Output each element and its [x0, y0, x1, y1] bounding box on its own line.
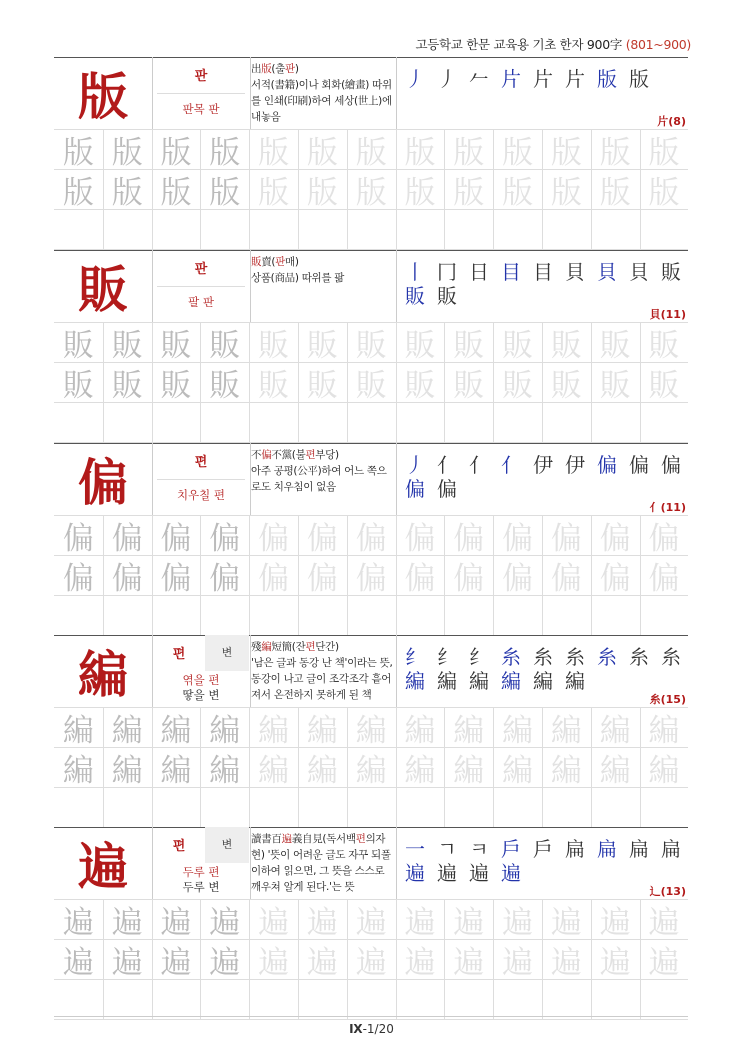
- trace-cell[interactable]: 偏: [258, 560, 290, 597]
- trace-cell[interactable]: 編: [62, 712, 94, 749]
- stroke-step: 遍: [405, 861, 425, 885]
- trace-cell[interactable]: 偏: [258, 520, 290, 557]
- stroke-step: 糸: [597, 645, 617, 669]
- stroke-step: 纟: [437, 645, 457, 669]
- trace-cell[interactable]: 偏: [648, 520, 680, 557]
- plain-text: 의자현) '뜻이 어려운 글도 자꾸 되풀이하여 읽으면, 그 뜻을 스스로 깨우쳐 알게 된다.'는 뜻: [251, 833, 391, 893]
- trace-cell[interactable]: 編: [258, 712, 290, 749]
- alternate-sound: 변: [205, 827, 249, 863]
- char-block: [54, 57, 688, 249]
- radical-stroke-count: 片(8): [657, 115, 686, 128]
- stroke-step: 編: [565, 669, 585, 693]
- trace-cell[interactable]: 遍: [160, 944, 192, 981]
- trace-cell[interactable]: 偏: [62, 520, 94, 557]
- highlight-text: 偏: [261, 449, 272, 461]
- stroke-step: 亻: [501, 453, 521, 477]
- usage-example: [251, 447, 394, 495]
- stroke-step: 扁: [629, 837, 649, 861]
- trace-cell[interactable]: 遍: [599, 944, 631, 981]
- header-title: 고등학교 한문 교육용 기초 한자 900字: [415, 37, 623, 52]
- stroke-step: 遍: [437, 861, 457, 885]
- trace-cell[interactable]: 編: [160, 712, 192, 749]
- practice-grid: [54, 515, 688, 635]
- radical-stroke-count: 亻(11): [649, 501, 686, 514]
- meaning-line: 땋을 변: [182, 688, 220, 702]
- trace-cell[interactable]: 遍: [404, 944, 436, 981]
- trace-cell[interactable]: 編: [355, 752, 387, 789]
- meaning-line: 엮을 편: [182, 673, 220, 687]
- stroke-step: 一: [405, 837, 425, 861]
- meaning-text: [153, 101, 249, 117]
- stroke-row: [399, 280, 688, 309]
- sound-reading: 편: [172, 839, 186, 854]
- stroke-step: 偏: [629, 453, 649, 477]
- practice-grid: [54, 322, 688, 442]
- footer-section: Ⅸ: [349, 1022, 363, 1036]
- highlight-text: 편: [305, 641, 316, 653]
- highlight-text: 編: [261, 641, 272, 653]
- page-footer: [0, 1022, 743, 1036]
- trace-cell[interactable]: 販: [648, 327, 680, 364]
- trace-cell[interactable]: 偏: [209, 560, 241, 597]
- trace-cell[interactable]: 版: [355, 174, 387, 211]
- main-character: 販: [78, 260, 128, 319]
- trace-cell[interactable]: 偏: [209, 520, 241, 557]
- stroke-order: [399, 57, 688, 129]
- practice-grid: [54, 129, 688, 249]
- column-divider: [396, 635, 397, 707]
- stroke-step: 編: [501, 669, 521, 693]
- trace-cell[interactable]: 遍: [648, 944, 680, 981]
- meaning-text: [153, 487, 249, 503]
- radical-stroke-count: 糸(15): [649, 693, 686, 706]
- trace-cell[interactable]: 販: [355, 367, 387, 404]
- trace-cell[interactable]: 編: [502, 752, 534, 789]
- stroke-step: 丨: [405, 260, 425, 284]
- plain-text: 매): [285, 256, 299, 268]
- grid-row-line: [54, 1019, 688, 1020]
- stroke-step: 伊: [565, 453, 585, 477]
- stroke-step: 丿: [405, 453, 425, 477]
- trace-cell[interactable]: 版: [111, 134, 143, 171]
- trace-cell[interactable]: 販: [502, 327, 534, 364]
- highlight-text: 販: [251, 256, 262, 268]
- trace-cell[interactable]: 販: [599, 367, 631, 404]
- highlight-text: 판: [275, 256, 286, 268]
- highlight-text: 遍: [281, 833, 292, 845]
- trace-cell[interactable]: 遍: [502, 944, 534, 981]
- trace-cell[interactable]: 偏: [111, 560, 143, 597]
- main-character: 編: [78, 645, 128, 704]
- trace-cell[interactable]: 販: [209, 327, 241, 364]
- stroke-step: 糸: [629, 645, 649, 669]
- stroke-step: 販: [405, 284, 425, 308]
- trace-cell[interactable]: 編: [502, 712, 534, 749]
- trace-cell[interactable]: 版: [453, 174, 485, 211]
- main-character: 遍: [78, 837, 128, 896]
- pronunciation-box: [153, 250, 249, 322]
- stroke-row: [399, 665, 688, 694]
- stroke-step: 日: [469, 260, 489, 284]
- header-range: (801~900): [625, 37, 691, 52]
- sound-reading: 판: [194, 69, 208, 84]
- trace-cell[interactable]: 販: [209, 367, 241, 404]
- char-block: [54, 827, 688, 1019]
- trace-cell[interactable]: 版: [258, 134, 290, 171]
- plain-text: '남은 글과 동강 난 책'이라는 뜻, 동강이 나고 글이 조각조각 흩어져서 온전하지 못하게 된 책: [251, 657, 393, 701]
- stroke-step: 冂: [437, 260, 457, 284]
- plain-text: 短簡(잔: [271, 641, 306, 653]
- trace-cell[interactable]: 遍: [550, 944, 582, 981]
- trace-cell[interactable]: 遍: [648, 904, 680, 941]
- plain-text: 不黨(불: [271, 449, 306, 461]
- trace-cell[interactable]: 偏: [404, 560, 436, 597]
- stroke-step: 販: [661, 260, 681, 284]
- column-divider: [396, 827, 397, 899]
- trace-cell[interactable]: 販: [62, 367, 94, 404]
- trace-cell[interactable]: 編: [209, 752, 241, 789]
- stroke-step: 扁: [661, 837, 681, 861]
- trace-cell[interactable]: 版: [355, 134, 387, 171]
- trace-cell[interactable]: 編: [62, 752, 94, 789]
- plain-text: 出: [251, 63, 262, 75]
- trace-cell[interactable]: 遍: [453, 944, 485, 981]
- trace-cell[interactable]: 偏: [453, 520, 485, 557]
- stroke-step: 扁: [565, 837, 585, 861]
- char-block: [54, 635, 688, 827]
- trace-cell[interactable]: 販: [258, 327, 290, 364]
- trace-cell[interactable]: 版: [258, 174, 290, 211]
- sound-reading: 편: [172, 647, 186, 662]
- trace-cell[interactable]: 遍: [453, 904, 485, 941]
- highlight-text: 版: [261, 63, 272, 75]
- alternate-sound: 변: [205, 635, 249, 671]
- plain-text: 殘: [251, 641, 262, 653]
- trace-cell[interactable]: 版: [62, 134, 94, 171]
- usage-example: [251, 831, 394, 895]
- trace-cell[interactable]: 編: [111, 712, 143, 749]
- plain-text: 賣(: [261, 256, 276, 268]
- column-divider: [396, 443, 397, 515]
- plain-text: 아주 공평(公平)하여 어느 쪽으로도 치우침이 없음: [251, 465, 387, 493]
- trace-cell[interactable]: 販: [306, 367, 338, 404]
- trace-cell[interactable]: 版: [502, 174, 534, 211]
- stroke-step: 片: [565, 67, 585, 91]
- trace-cell[interactable]: 編: [453, 752, 485, 789]
- meaning-text: [153, 294, 249, 310]
- trace-cell[interactable]: 販: [62, 327, 94, 364]
- trace-cell[interactable]: 版: [404, 134, 436, 171]
- stroke-step: 戶: [501, 837, 521, 861]
- trace-cell[interactable]: 版: [599, 174, 631, 211]
- trace-cell[interactable]: 販: [306, 327, 338, 364]
- trace-cell[interactable]: 偏: [355, 560, 387, 597]
- stroke-step: 遍: [469, 861, 489, 885]
- plain-text: 不: [251, 449, 262, 461]
- plain-text: 義自見(독서백: [291, 833, 356, 845]
- stroke-step: 目: [533, 260, 553, 284]
- trace-cell[interactable]: 販: [160, 367, 192, 404]
- trace-cell[interactable]: 編: [453, 712, 485, 749]
- trace-cell[interactable]: 偏: [62, 560, 94, 597]
- stroke-step: 貝: [565, 260, 585, 284]
- trace-cell[interactable]: 偏: [111, 520, 143, 557]
- trace-cell[interactable]: 編: [599, 752, 631, 789]
- trace-cell[interactable]: 遍: [550, 904, 582, 941]
- trace-cell[interactable]: 版: [550, 174, 582, 211]
- stroke-order: [399, 250, 688, 322]
- trace-cell[interactable]: 遍: [62, 904, 94, 941]
- pronunciation-divider: [157, 93, 245, 94]
- trace-cell[interactable]: 遍: [111, 944, 143, 981]
- trace-cell[interactable]: 偏: [550, 560, 582, 597]
- sound-reading: 판: [194, 262, 208, 277]
- stroke-step: 版: [629, 67, 649, 91]
- stroke-step: 纟: [405, 645, 425, 669]
- trace-cell[interactable]: 販: [258, 367, 290, 404]
- trace-cell[interactable]: 版: [502, 134, 534, 171]
- trace-cell[interactable]: 版: [306, 134, 338, 171]
- trace-cell[interactable]: 販: [160, 327, 192, 364]
- stroke-step: 貝: [597, 260, 617, 284]
- trace-cell[interactable]: 偏: [160, 560, 192, 597]
- stroke-step: 𠂉: [469, 67, 489, 91]
- trace-cell[interactable]: 遍: [160, 904, 192, 941]
- trace-cell[interactable]: 偏: [550, 520, 582, 557]
- trace-cell[interactable]: 販: [404, 327, 436, 364]
- trace-cell[interactable]: 編: [258, 752, 290, 789]
- column-divider: [396, 250, 397, 322]
- trace-cell[interactable]: 編: [648, 752, 680, 789]
- trace-cell[interactable]: 販: [502, 367, 534, 404]
- meaning-text: [153, 865, 249, 895]
- trace-cell[interactable]: 偏: [306, 520, 338, 557]
- trace-cell[interactable]: 偏: [502, 520, 534, 557]
- trace-cell[interactable]: 販: [550, 367, 582, 404]
- stroke-step: 編: [405, 669, 425, 693]
- stroke-step: 亻: [437, 453, 457, 477]
- trace-cell[interactable]: 偏: [306, 560, 338, 597]
- trace-cell[interactable]: 編: [550, 712, 582, 749]
- trace-cell[interactable]: 販: [453, 327, 485, 364]
- trace-cell[interactable]: 版: [550, 134, 582, 171]
- stroke-step: 糸: [501, 645, 521, 669]
- trace-cell[interactable]: 販: [648, 367, 680, 404]
- trace-cell[interactable]: 編: [209, 712, 241, 749]
- column-divider: [396, 57, 397, 129]
- plain-text: (출: [271, 63, 286, 75]
- stroke-step: 片: [533, 67, 553, 91]
- trace-cell[interactable]: 販: [111, 327, 143, 364]
- trace-cell[interactable]: 版: [453, 134, 485, 171]
- stroke-step: 丿: [437, 67, 457, 91]
- trace-cell[interactable]: 編: [355, 712, 387, 749]
- meaning-line: 판목 판: [182, 102, 220, 116]
- trace-cell[interactable]: 版: [599, 134, 631, 171]
- pronunciation-box: [153, 635, 249, 707]
- plain-text: ): [294, 63, 299, 75]
- stroke-step: 販: [437, 284, 457, 308]
- trace-cell[interactable]: 版: [209, 134, 241, 171]
- radical-stroke-count: 貝(11): [649, 308, 686, 321]
- trace-cell[interactable]: 版: [62, 174, 94, 211]
- trace-cell[interactable]: 販: [111, 367, 143, 404]
- stroke-step: ㅋ: [469, 837, 489, 861]
- trace-cell[interactable]: 遍: [306, 904, 338, 941]
- usage-example: [251, 61, 394, 125]
- stroke-step: 扁: [597, 837, 617, 861]
- trace-cell[interactable]: 販: [599, 327, 631, 364]
- trace-cell[interactable]: 編: [111, 752, 143, 789]
- stroke-step: 纟: [469, 645, 489, 669]
- radical-stroke-count: 辶(13): [649, 885, 686, 898]
- footer-rule: [54, 1016, 688, 1017]
- plain-text: 서적(書籍)이나 회화(繪畫) 따위를 인쇄(印刷)하여 세상(世上)에 내놓음: [251, 79, 392, 123]
- highlight-text: 편: [355, 833, 366, 845]
- trace-cell[interactable]: 版: [404, 174, 436, 211]
- trace-cell[interactable]: 遍: [355, 904, 387, 941]
- sound-reading: 편: [194, 455, 208, 470]
- trace-cell[interactable]: 遍: [502, 904, 534, 941]
- footer-page: -1/20: [362, 1022, 394, 1036]
- stroke-step: 版: [597, 67, 617, 91]
- meaning-line: 팔 판: [188, 295, 214, 309]
- stroke-step: 丿: [405, 67, 425, 91]
- practice-grid: [54, 707, 688, 827]
- stroke-step: 戶: [533, 837, 553, 861]
- main-character: 版: [78, 67, 128, 126]
- stroke-step: 遍: [501, 861, 521, 885]
- trace-cell[interactable]: 遍: [111, 904, 143, 941]
- trace-cell[interactable]: 版: [209, 174, 241, 211]
- trace-cell[interactable]: 偏: [160, 520, 192, 557]
- stroke-step: 糸: [565, 645, 585, 669]
- stroke-step: 糸: [533, 645, 553, 669]
- stroke-step: 偏: [661, 453, 681, 477]
- plain-text: 讀書百: [251, 833, 282, 845]
- stroke-step: 編: [533, 669, 553, 693]
- stroke-step: ㄱ: [437, 837, 457, 861]
- plain-text: 상품(商品) 따위를 팖: [251, 272, 345, 284]
- pronunciation-box: [153, 827, 249, 899]
- trace-cell[interactable]: 偏: [648, 560, 680, 597]
- trace-cell[interactable]: 編: [599, 712, 631, 749]
- pronunciation-box: [153, 57, 249, 129]
- char-block: [54, 443, 688, 635]
- trace-cell[interactable]: 編: [306, 712, 338, 749]
- trace-cell[interactable]: 偏: [453, 560, 485, 597]
- stroke-step: 偏: [437, 477, 457, 501]
- meaning-line: 두루 변: [182, 880, 220, 894]
- trace-cell[interactable]: 編: [648, 712, 680, 749]
- trace-cell[interactable]: 偏: [599, 520, 631, 557]
- stroke-step: 亻: [469, 453, 489, 477]
- trace-cell[interactable]: 遍: [404, 904, 436, 941]
- trace-cell[interactable]: 版: [648, 134, 680, 171]
- trace-cell[interactable]: 遍: [209, 944, 241, 981]
- trace-cell[interactable]: 遍: [258, 944, 290, 981]
- stroke-step: 伊: [533, 453, 553, 477]
- trace-cell[interactable]: 版: [306, 174, 338, 211]
- trace-cell[interactable]: 偏: [355, 520, 387, 557]
- trace-cell[interactable]: 販: [550, 327, 582, 364]
- trace-cell[interactable]: 遍: [62, 944, 94, 981]
- trace-cell[interactable]: 編: [404, 712, 436, 749]
- highlight-text: 편: [305, 449, 316, 461]
- trace-cell[interactable]: 版: [160, 134, 192, 171]
- stroke-step: 糸: [661, 645, 681, 669]
- trace-cell[interactable]: 編: [306, 752, 338, 789]
- plain-text: 부당): [315, 449, 339, 461]
- stroke-step: 片: [501, 67, 521, 91]
- highlight-text: 판: [285, 63, 295, 75]
- plain-text: 단간): [315, 641, 339, 653]
- practice-grid: [54, 899, 688, 1019]
- trace-cell[interactable]: 編: [550, 752, 582, 789]
- trace-cell[interactable]: 販: [453, 367, 485, 404]
- stroke-step: 偏: [597, 453, 617, 477]
- stroke-row: [399, 473, 688, 502]
- trace-cell[interactable]: 遍: [258, 904, 290, 941]
- trace-cell[interactable]: 遍: [355, 944, 387, 981]
- usage-example: [251, 639, 394, 703]
- stroke-order: [399, 635, 688, 707]
- trace-cell[interactable]: 偏: [502, 560, 534, 597]
- stroke-step: 目: [501, 260, 521, 284]
- trace-cell[interactable]: 販: [355, 327, 387, 364]
- stroke-step: 偏: [405, 477, 425, 501]
- stroke-row: [399, 857, 688, 886]
- usage-example: [251, 254, 394, 286]
- stroke-row: [399, 63, 688, 92]
- stroke-step: 貝: [629, 260, 649, 284]
- meaning-line: 치우칠 편: [176, 488, 226, 502]
- trace-cell[interactable]: 遍: [599, 904, 631, 941]
- stroke-order: [399, 827, 688, 899]
- page-header: [415, 35, 691, 53]
- trace-cell[interactable]: 版: [648, 174, 680, 211]
- main-character: 偏: [78, 453, 128, 512]
- trace-cell[interactable]: 販: [404, 367, 436, 404]
- char-block: [54, 250, 688, 442]
- trace-cell[interactable]: 偏: [404, 520, 436, 557]
- trace-cell[interactable]: 編: [404, 752, 436, 789]
- meaning-line: 두루 편: [182, 865, 220, 879]
- trace-cell[interactable]: 版: [111, 174, 143, 211]
- pronunciation-divider: [157, 286, 245, 287]
- trace-cell[interactable]: 遍: [209, 904, 241, 941]
- trace-cell[interactable]: 版: [160, 174, 192, 211]
- pronunciation-divider: [157, 479, 245, 480]
- stroke-order: [399, 443, 688, 515]
- pronunciation-box: [153, 443, 249, 515]
- stroke-step: 編: [469, 669, 489, 693]
- stroke-step: 編: [437, 669, 457, 693]
- trace-cell[interactable]: 遍: [306, 944, 338, 981]
- trace-cell[interactable]: 編: [160, 752, 192, 789]
- trace-cell[interactable]: 偏: [599, 560, 631, 597]
- meaning-text: [153, 673, 249, 703]
